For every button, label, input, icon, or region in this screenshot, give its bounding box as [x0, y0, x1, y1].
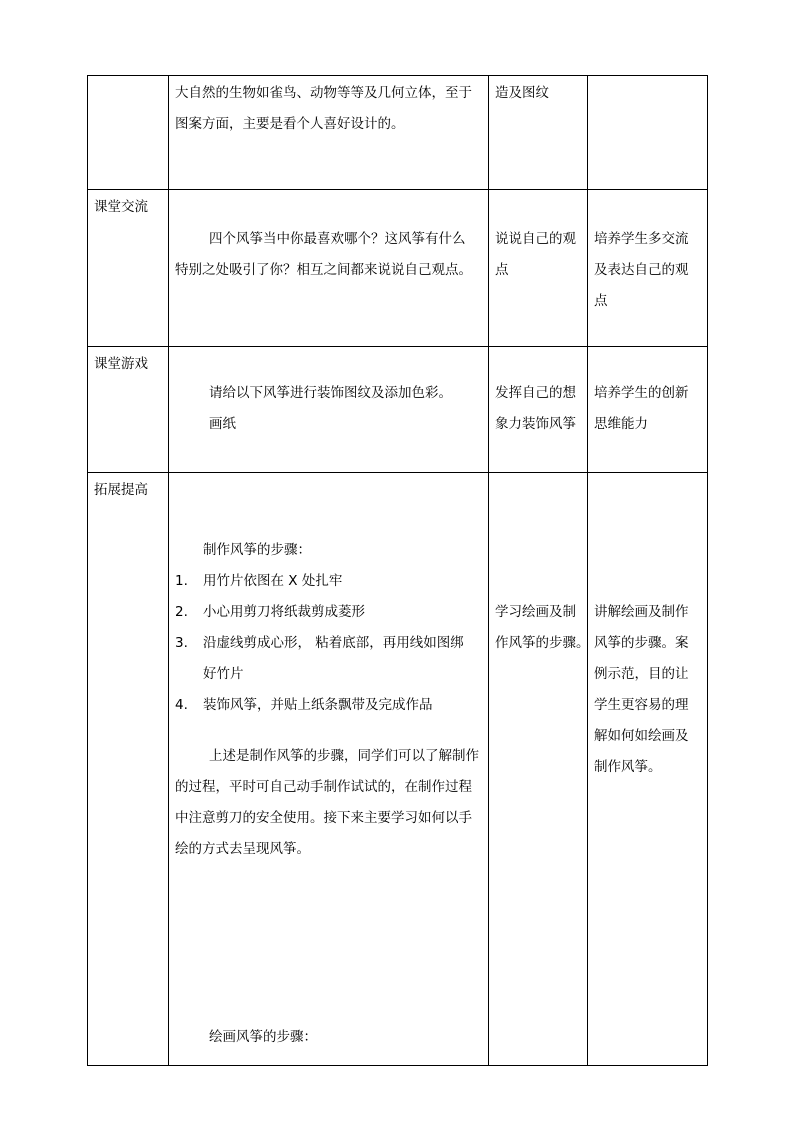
- row2-purpose-line-2: 及表达自己的观: [594, 262, 689, 278]
- row2-student-cell: [489, 190, 588, 347]
- step-item-3: [169, 628, 482, 690]
- row3-label: 课堂游戏: [94, 356, 148, 372]
- row1-student-cell: [489, 76, 588, 190]
- summary-line-4: 绘的方式去呈现风筝。: [175, 841, 310, 857]
- row4-purpose-line-3: 例示范，目的让: [594, 666, 689, 682]
- row2-label-cell: [88, 190, 169, 347]
- steps-title: 制作风筝的步骤：: [203, 542, 311, 558]
- table-row-intro: [88, 76, 708, 190]
- step-item-2: [169, 597, 482, 628]
- row3-student-cell: [489, 347, 588, 473]
- row3-content-cell: [169, 347, 489, 473]
- step-1-line-1: 用竹片依图在 X 处扎牢: [203, 573, 343, 589]
- step-number-4: 4.: [175, 697, 188, 713]
- row3-purpose-line-2: 思维能力: [594, 416, 648, 432]
- step-2-line-1: 小心用剪刀将纸裁剪成菱形: [203, 604, 365, 620]
- row1-content-line-2: 图案方面，主要是看个人喜好设计的。: [175, 116, 405, 132]
- row2-purpose-line-1: 培养学生多交流: [594, 231, 689, 247]
- row4-purpose-line-2: 风筝的步骤。案: [594, 635, 689, 651]
- row2-student-line-2: 点: [495, 262, 509, 278]
- row4-purpose-line-6: 制作风筝。: [594, 759, 662, 775]
- step-number-2: 2.: [175, 604, 188, 620]
- step-item-4: [169, 690, 482, 721]
- row2-content-line-2: 特别之处吸引了你？相互之间都来说说自己观点。: [175, 262, 472, 278]
- row3-content-line-1: 请给以下风筝进行装饰图纹及添加色彩。: [209, 385, 452, 401]
- row4-purpose-line-5: 解如何如绘画及: [594, 728, 689, 744]
- row4-student-cell: [489, 473, 588, 1066]
- table-row-class-exchange: [88, 190, 708, 347]
- lesson-plan-table: [87, 75, 708, 1066]
- step-3-line-2: 好竹片: [203, 666, 244, 682]
- row1-student-text: 造及图纹: [495, 85, 549, 101]
- table-row-extension: [88, 473, 708, 1066]
- row4-student-line-2: 作风筝的步骤。: [495, 635, 590, 651]
- step-number-1: 1.: [175, 573, 188, 589]
- step-3-line-1: 沿虚线剪成心形， 粘着底部，再用线如图绑: [203, 635, 464, 651]
- table-row-class-game: [88, 347, 708, 473]
- row4-label-cell: [88, 473, 169, 1066]
- row2-label: 课堂交流: [94, 199, 148, 215]
- row2-content-cell: [169, 190, 489, 347]
- step-4-line-1: 装饰风筝，并贴上纸条飘带及完成作品: [203, 697, 433, 713]
- row4-student-line-1: 学习绘画及制: [495, 604, 576, 620]
- row4-label: 拓展提高: [94, 482, 148, 498]
- row4-content-cell: [169, 473, 489, 1066]
- row2-student-line-1: 说说自己的观: [495, 231, 576, 247]
- row2-purpose-line-3: 点: [594, 293, 608, 309]
- row3-content-line-2: 画纸: [209, 416, 236, 432]
- row4-purpose-cell: [588, 473, 708, 1066]
- row2-content-line-1: 四个风筝当中你最喜欢哪个？这风筝有什么: [209, 231, 466, 247]
- row1-content-cell: [169, 76, 489, 190]
- drawing-steps-title: 绘画风筝的步骤：: [209, 1029, 317, 1045]
- summary-line-2: 的过程，平时可自己动手制作试试的，在制作过程: [175, 779, 472, 795]
- row4-purpose-line-4: 学生更容易的理: [594, 697, 689, 713]
- row3-label-cell: [88, 347, 169, 473]
- step-item-1: [169, 566, 482, 597]
- row3-purpose-cell: [588, 347, 708, 473]
- row3-student-line-1: 发挥自己的想: [495, 385, 576, 401]
- row1-purpose-cell: [588, 76, 708, 190]
- summary-line-1: 上述是制作风筝的步骤，同学们可以了解制作: [209, 748, 479, 764]
- summary-line-3: 中注意剪刀的安全使用。接下来主要学习如何以手: [175, 810, 472, 826]
- row2-purpose-cell: [588, 190, 708, 347]
- row3-student-line-2: 象力装饰风筝: [495, 416, 576, 432]
- step-number-3: 3.: [175, 635, 188, 651]
- row1-label-cell: [88, 76, 169, 190]
- row4-purpose-line-1: 讲解绘画及制作: [594, 604, 689, 620]
- row3-purpose-line-1: 培养学生的创新: [594, 385, 689, 401]
- row1-content-line-1: 大自然的生物如雀鸟、动物等等及几何立体，至于: [175, 85, 472, 101]
